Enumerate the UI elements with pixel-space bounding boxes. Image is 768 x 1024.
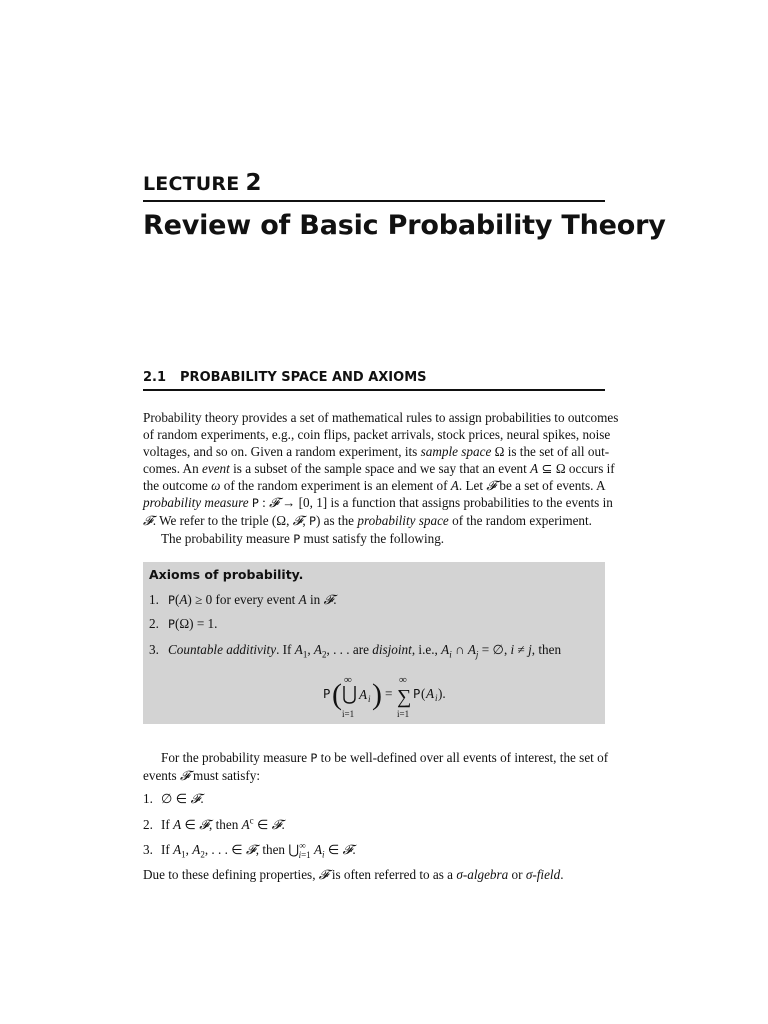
- sigma-field-requirement-3: 3. If $A_1$, $A_2$, . . . ∈ 𝓕, then $⋃^\infty_{i=1}$ $A_i$ ∈ 𝓕.: [143, 840, 356, 860]
- requirement-number: 3.: [143, 842, 153, 857]
- svg-text:).: ).: [438, 686, 446, 701]
- requirement-number: 2.: [143, 817, 153, 832]
- svg-text:i: i: [368, 694, 371, 704]
- section-title: PROBABILITY SPACE AND AXIOMS: [180, 370, 427, 385]
- lecture-label: [143, 170, 262, 196]
- sigma-field-requirement-1: 1. ∅ ∈ 𝓕.: [143, 791, 204, 806]
- section-rule: [143, 389, 605, 391]
- axiom-3: 3. Countable additivity. If $A_1$, $A_2$, . . . are disjoint, i.e., $A_i$ ∩ $A_j$ = ∅, i ≠ j, then: [149, 642, 562, 660]
- section-heading: [143, 370, 427, 385]
- closing-sentence: Due to these defining properties, 𝓕 is often referred to as a σ-algebra or σ-field.: [143, 867, 564, 882]
- axioms-title: Axioms of probability.: [149, 567, 304, 582]
- axiom-1: 1. P(A) ≥ 0 for every event A in 𝓕.: [149, 592, 337, 607]
- sigma-field-intro: For the probability measure P to be well-defined over all events of interest, the set of events 𝓕 must satisfy:: [143, 750, 609, 783]
- svg-text:i=1: i=1: [342, 709, 355, 719]
- requirement-number: 1.: [143, 791, 153, 806]
- axiom-number: 1.: [149, 592, 159, 607]
- countable-additivity-formula: [143, 672, 605, 720]
- axiom-number: 3.: [149, 642, 159, 657]
- title-rule: [143, 200, 605, 202]
- svg-text:A: A: [426, 686, 435, 701]
- svg-text:=: =: [385, 686, 393, 701]
- axioms-box: [143, 562, 605, 724]
- intro-paragraph: Probability theory provides a set of mathematical rules to assign probabilities to outcomes of random experiments, e.g., coin flips, packet arrivals, stock prices, neural spikes, noise voltages, and so on. Given a random experiment, its sample space Ω is the set of all out- comes. An event is a subset of the sample space and we say that an event A ⊆ Ω occurs if the outcome ω of the random experiment is an element of A. Let 𝓕 be a set of events. A probability measure P : 𝓕 → [0, 1] is a function that assigns probabilities to the events in 𝓕. We refer to the triple (Ω, 𝓕, P) as the probability space of the random experiment. The probability measure P must satisfy the following.: [143, 410, 619, 546]
- section-number: 2.1: [143, 370, 167, 385]
- svg-text:): ): [372, 678, 382, 711]
- svg-text:A: A: [359, 687, 368, 702]
- svg-text:P: P: [413, 687, 421, 701]
- axiom-number: 2.: [149, 616, 159, 631]
- svg-text:(: (: [421, 686, 426, 701]
- sigma-field-requirement-2: 2. If A ∈ 𝓕, then $A^c$ ∈ 𝓕.: [143, 815, 285, 832]
- svg-text:P: P: [323, 687, 331, 701]
- svg-text:(: (: [332, 678, 342, 711]
- chapter-title: Review of Basic Probability Theory: [143, 210, 666, 241]
- svg-text:∞: ∞: [344, 674, 352, 686]
- lecture-number: 2: [245, 170, 262, 196]
- svg-text:i: i: [435, 693, 438, 703]
- axiom-2: 2. P(Ω) = 1.: [149, 616, 218, 631]
- lecture-word: LECTURE: [143, 173, 240, 195]
- svg-text:∑: ∑: [397, 686, 412, 708]
- svg-text:∞: ∞: [399, 674, 407, 686]
- svg-text:i=1: i=1: [397, 709, 410, 719]
